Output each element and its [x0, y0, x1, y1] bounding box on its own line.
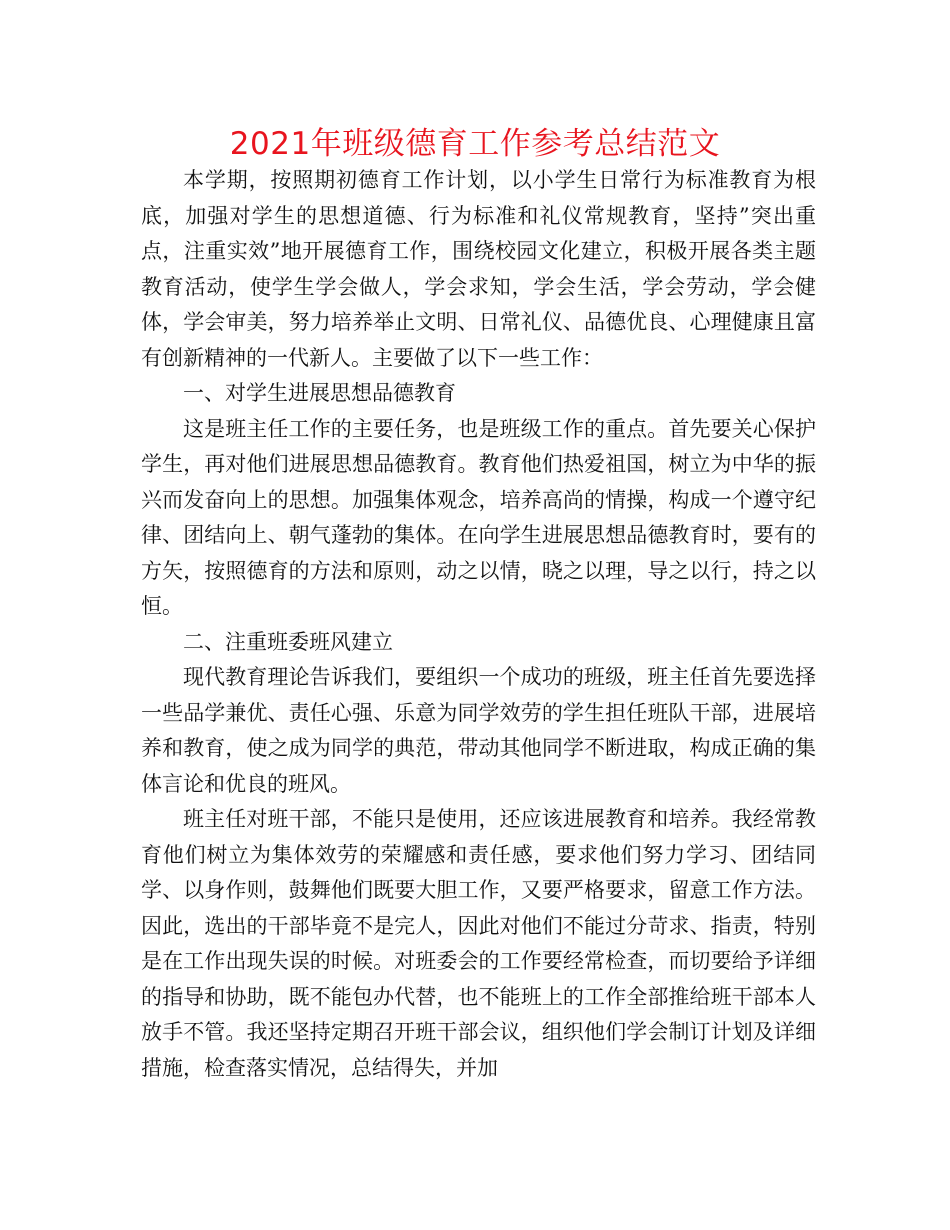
section-heading-1: 一、对学生进展思想品德教育 — [183, 381, 456, 405]
paragraph-intro: 本学期，按照期初德育工作计划，以小学生日常行为标准教育为根底，加强对学生的思想道德、行为标准和礼仪常规教育，坚持”突出重点，注重实效”地开展德育工作，围绕校园文化建立，积极开展各类主题教育活动，使学生学会做人，学会求知，学会生活，学会劳动，学会健体，学会审美，努力培养举止文明、日常礼仪、品德优良、心理健康且富有创新精神的一代新人。主要做了以下一些工作： — [141, 168, 816, 370]
paragraph-section-2a: 现代教育理论告诉我们，要组织一个成功的班级，班主任首先要选择一些品学兼优、责任心强、乐意为同学效劳的学生担任班队干部，进展培养和教育，使之成为同学的典范，带动其他同学不断进取，构成正确的集体言论和优良的班风。 — [141, 665, 816, 796]
paragraph-section-1: 这是班主任工作的主要任务，也是班级工作的重点。首先要关心保护学生，再对他们进展思想品德教育。教育他们热爱祖国，树立为中华的振兴而发奋向上的思想。加强集体观念，培养高尚的情操，构成一个遵守纪律、团结向上、朝气蓬勃的集体。在向学生进展思想品德教育时，要有的方矢，按照德育的方法和原则，动之以情，晓之以理，导之以行，持之以恒。 — [141, 416, 816, 618]
document-title: 2021年班级德育工作参考总结范文 — [229, 126, 721, 162]
document-body — [141, 163, 816, 1086]
paragraph-section-2b: 班主任对班干部，不能只是使用，还应该进展教育和培养。我经常教育他们树立为集体效劳的荣耀感和责任感，要求他们努力学习、团结同学、以身作则，鼓舞他们既要大胆工作，又要严格要求，留意工作方法。因此，选出的干部毕竟不是完人，因此对他们不能过分苛求、指责，特别是在工作出现失误的时候。对班委会的工作要经常检查，而切要给予详细的指导和协助，既不能包办代替，也不能班上的工作全部推给班干部本人放手不管。我还坚持定期召开班干部会议，组织他们学会制订计划及详细措施，检查落实情况，总结得失，并加 — [141, 807, 816, 1080]
section-heading-2: 二、注重班委班风建立 — [183, 629, 393, 654]
